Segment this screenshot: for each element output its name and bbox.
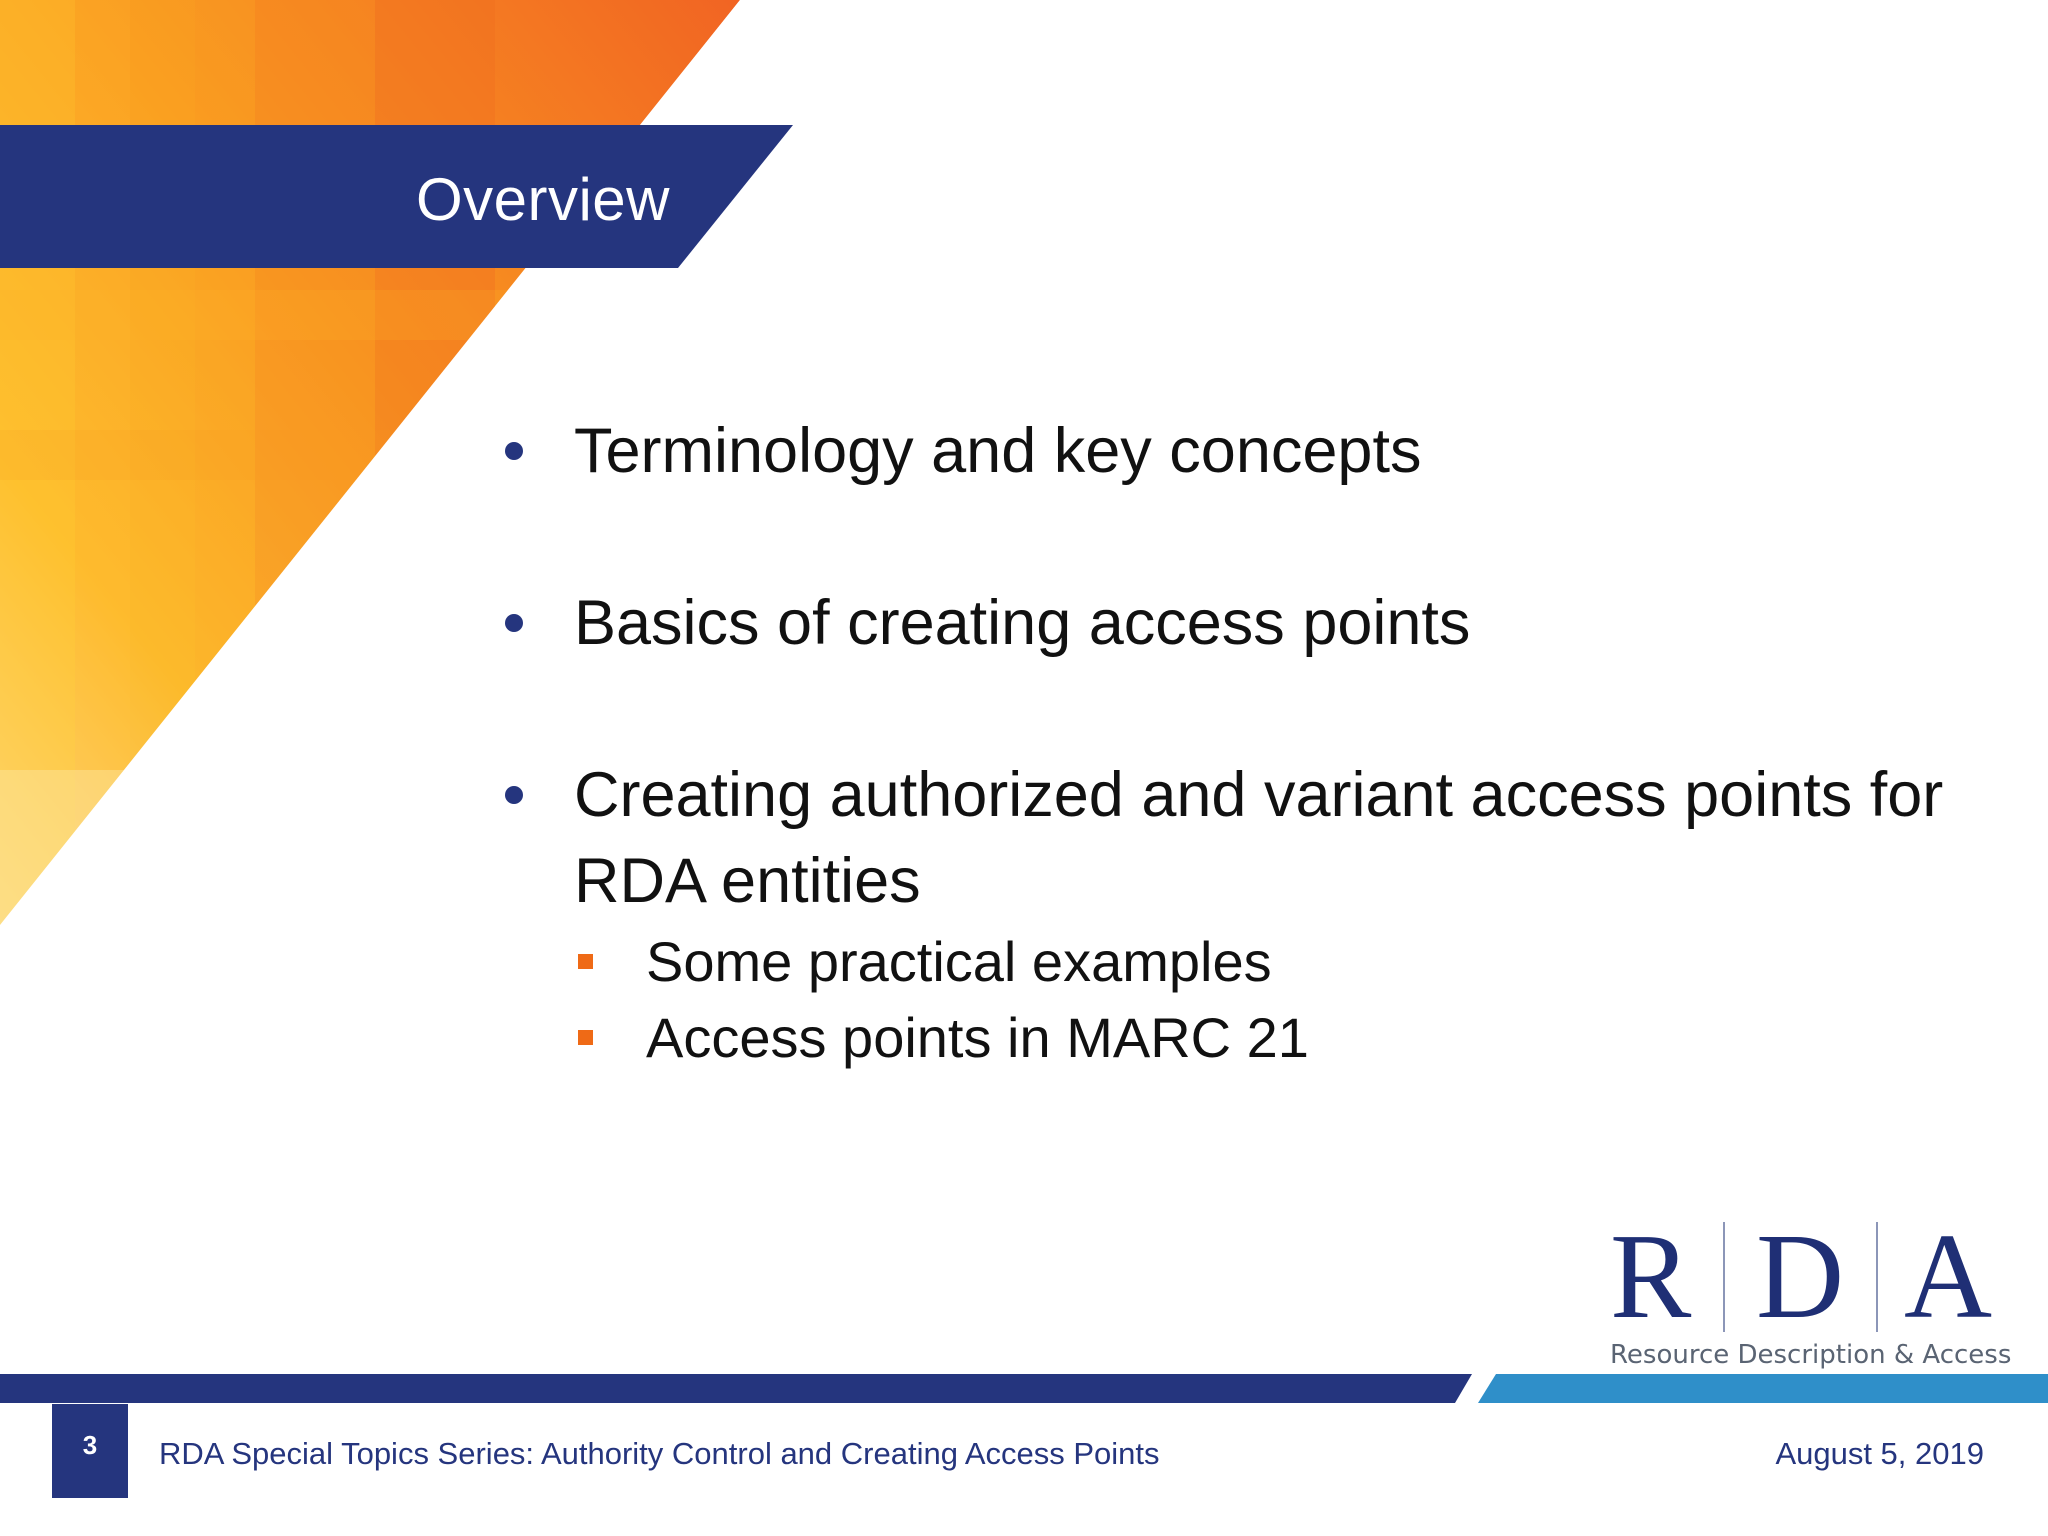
subbullet-text: Access points in MARC 21 bbox=[646, 1006, 1309, 1069]
logo-letter-d: D bbox=[1756, 1209, 1845, 1344]
logo-letter-r: R bbox=[1610, 1209, 1692, 1344]
bullet-text: Basics of creating access points bbox=[574, 588, 1471, 658]
logo-divider bbox=[1876, 1222, 1878, 1332]
subbullet-item bbox=[574, 1000, 1970, 1076]
footer-blue-bar bbox=[1478, 1374, 2048, 1403]
footer-title: RDA Special Topics Series: Authority Control and Creating Access Points bbox=[159, 1436, 1160, 1471]
bullet-dot-icon bbox=[505, 786, 523, 804]
bullet-text: Creating authorized and variant access points for RDA entities bbox=[574, 760, 1944, 916]
rda-logo bbox=[1598, 1209, 2012, 1372]
page-number-box bbox=[52, 1404, 128, 1498]
square-bullet-icon bbox=[578, 954, 593, 969]
logo-divider bbox=[1723, 1222, 1725, 1332]
bullet-dot-icon bbox=[505, 614, 523, 632]
footer-navy-bar bbox=[0, 1374, 1472, 1403]
logo-tagline: Resource Description & Access bbox=[1610, 1340, 2012, 1370]
subbullet-text: Some practical examples bbox=[646, 930, 1272, 993]
bullet-text: Terminology and key concepts bbox=[574, 416, 1422, 486]
subbullet-item bbox=[574, 924, 1970, 1000]
footer-date: August 5, 2019 bbox=[1775, 1436, 1984, 1471]
logo-letter-a: A bbox=[1904, 1209, 1993, 1344]
page-number: 3 bbox=[82, 1430, 98, 1460]
bullet-dot-icon bbox=[505, 442, 523, 460]
page-title: Overview bbox=[415, 166, 670, 233]
subbullet-list bbox=[574, 924, 1970, 1076]
bullet-item bbox=[500, 408, 1970, 494]
bullet-item bbox=[500, 580, 1970, 666]
bullet-list bbox=[500, 408, 1970, 1076]
bullet-item bbox=[500, 752, 1970, 1076]
square-bullet-icon bbox=[578, 1030, 593, 1045]
